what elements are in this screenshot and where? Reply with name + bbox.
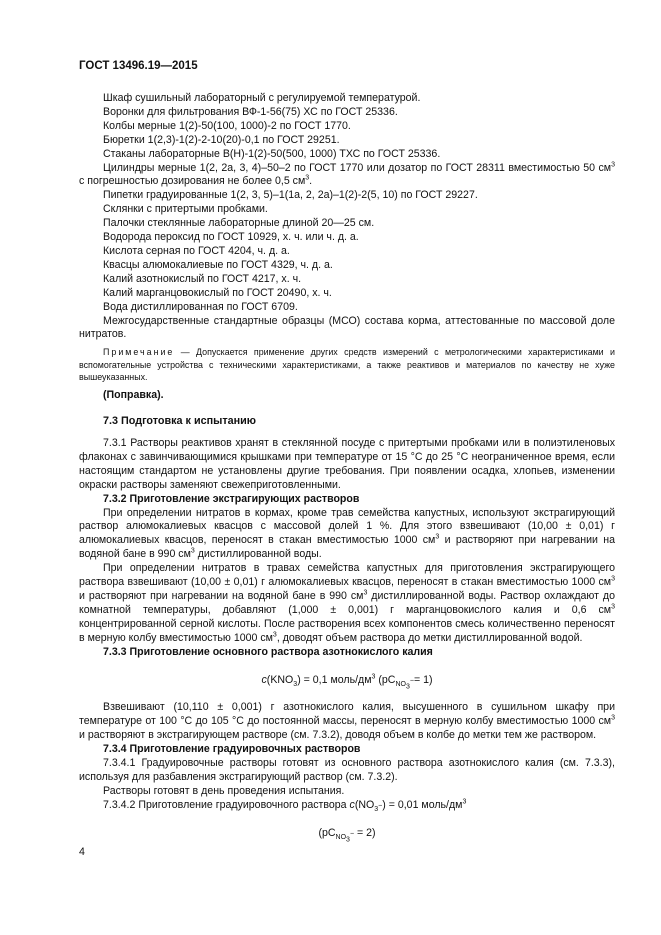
list-item: Бюретки 1(2,3)-1(2)-2-10(20)-0,1 по ГОСТ 29251. bbox=[103, 133, 340, 146]
paragraph-7-3-1: 7.3.1 Растворы реактивов хранят в стеклянной посуде с притертыми пробками или в полиэтиленовых флаконах с завинчивающимися крышками при температуре от 15 °С до 25 °С неограниченное время, если настоящим стандартом не установлены другие требования. При появлении осадка, хлопьев, изменении окраски растворы заменяют свежеприготовленными. bbox=[79, 437, 615, 491]
note-label: Примечание bbox=[103, 347, 175, 358]
heading-7-3-4: 7.3.4 Приготовление градуировочных растворов bbox=[103, 743, 361, 756]
heading-7-3-2: 7.3.2 Приготовление экстрагирующих растворов bbox=[103, 492, 360, 505]
paragraph-7-3-3: Взвешивают (10,110 ± 0,001) г азотнокислого калия, высушенного в сушильном шкафу при температуре от 100 °С до 105 °С до постоянной массы, переносят в мерную колбу вместимостью 1000 $см^3$ и растворяют в экстрагирующем растворе (см. 7.3.2), доводя объем в колбе до метки тем же раствором. bbox=[79, 701, 615, 742]
document-header: ГОСТ 13496.19—2015 bbox=[79, 60, 198, 72]
list-item-cylinders: Цилиндры мерные 1(2, 2а, 3, 4)–50–2 по ГОСТ 1770 или дозатор по ГОСТ 28311 вместимостью 50 $см^3$ с погрешностью дозирования не более 0,5 $см^3$. bbox=[79, 161, 615, 188]
list-item: Колбы мерные 1(2)-50(100, 1000)-2 по ГОСТ 1770. bbox=[103, 119, 351, 132]
list-item: Палочки стеклянные лабораторные длиной 20—25 см. bbox=[103, 217, 375, 230]
paragraph-7-3-2-a: При определении нитратов в кормах, кроме трав семейства капустных, используют экстрагирующий раствор алюмокалиевых квасцов с массовой долей 1 %. Для этого взвешивают (10,00 ± 0,01) г алюмокалиевых квасцов, переносят в стакан вместимостью 1000 $см^3$ и растворяют при нагревании на водяной бане в 990 $см^3$ дистиллированной воды. bbox=[79, 506, 615, 561]
list-item: Водорода пероксид по ГОСТ 10929, х. ч. или ч. д. а. bbox=[103, 231, 359, 244]
paragraph-7-3-4-1: 7.3.4.1 Градуировочные растворы готовят из основного раствора азотнокислого калия (см. 7.3.3), используя для разбавления экстрагирующий раствор (см. 7.3.2). bbox=[79, 757, 615, 783]
heading-7-3-3: 7.3.3 Приготовление основного раствора азотнокислого калия bbox=[103, 645, 433, 658]
list-item: Стаканы лабораторные В(Н)-1(2)-50(500, 1000) ТХС по ГОСТ 25336. bbox=[103, 147, 441, 160]
list-item: Склянки с притертыми пробками. bbox=[103, 203, 268, 216]
formula-kno3: $c(KNO_3) = 0,1$ моль/$дм^3$ $(pC_{NO_3^-}= 1)$ bbox=[261, 672, 433, 691]
list-item: Вода дистиллированная по ГОСТ 6709. bbox=[103, 300, 298, 313]
list-item: Шкаф сушильный лабораторный с регулируемой температурой. bbox=[103, 92, 421, 104]
list-item: Квасцы алюмокалиевые по ГОСТ 4329, ч. д. а. bbox=[103, 258, 333, 271]
page-body bbox=[79, 92, 615, 855]
list-item: Воронки для фильтрования ВФ-1-56(75) ХС по ГОСТ 25336. bbox=[103, 105, 398, 118]
list-item: Кислота серная по ГОСТ 4204, ч. д. а. bbox=[103, 244, 290, 257]
list-item: Калий марганцовокислый по ГОСТ 20490, х. ч. bbox=[103, 286, 332, 299]
list-item: Межгосударственные стандартные образцы (МСО) состава корма, аттестованные по массовой доле нитратов. bbox=[79, 314, 615, 341]
note: Примечание — Допускается применение других средств измерений с метрологическими характеристиками и вспомогательные устройства с техническими характеристиками, а также реактивов и материалов по качеству не хуже вышеуказанных. bbox=[79, 347, 615, 382]
paragraph-7-3-4-2: 7.3.4.2 Приготовление градуировочного раствора $c(NO_{3^-}) = 0,01$ моль/$дм^3$ bbox=[103, 798, 467, 813]
paragraph-7-3-2-b: При определении нитратов в травах семейства капустных для приготовления экстрагирующего раствора взвешивают (10,00 ± 0,01) г алюмокалиевых квасцов, переносят в стакан вместимостью 1000 $см^3$ и растворяют при нагревании на водяной бане в 990 $см^3$ дистиллированной воды. Раствор охлаждают до комнатной температуры, добавляют (1,000 ± 0,001) г марганцовокислого калия и 0,6 $см^3$ концентрированной серной кислоты. После растворения всех компонентов смесь количественно переносят в мерную колбу вместимостью 1000 $см^3$, доводят объем раствора до метки дистиллированной водой. bbox=[79, 562, 615, 644]
paragraph-7-3-4-1-b: Растворы готовят в день проведения испытания. bbox=[103, 784, 345, 797]
list-item: Калий азотнокислый по ГОСТ 4217, х. ч. bbox=[103, 272, 302, 285]
section-heading-7-3: 7.3 Подготовка к испытанию bbox=[103, 415, 257, 428]
list-item: Пипетки градуированные 1(2, 3, 5)–1(1а, 2, 2а)–1(2)-2(5, 10) по ГОСТ 29227. bbox=[103, 189, 478, 202]
formula-pc2: $(pC_{NO_3^-} = 2)$ bbox=[318, 826, 376, 844]
amendment: (Поправка). bbox=[103, 389, 164, 402]
page-number: 4 bbox=[79, 846, 85, 858]
